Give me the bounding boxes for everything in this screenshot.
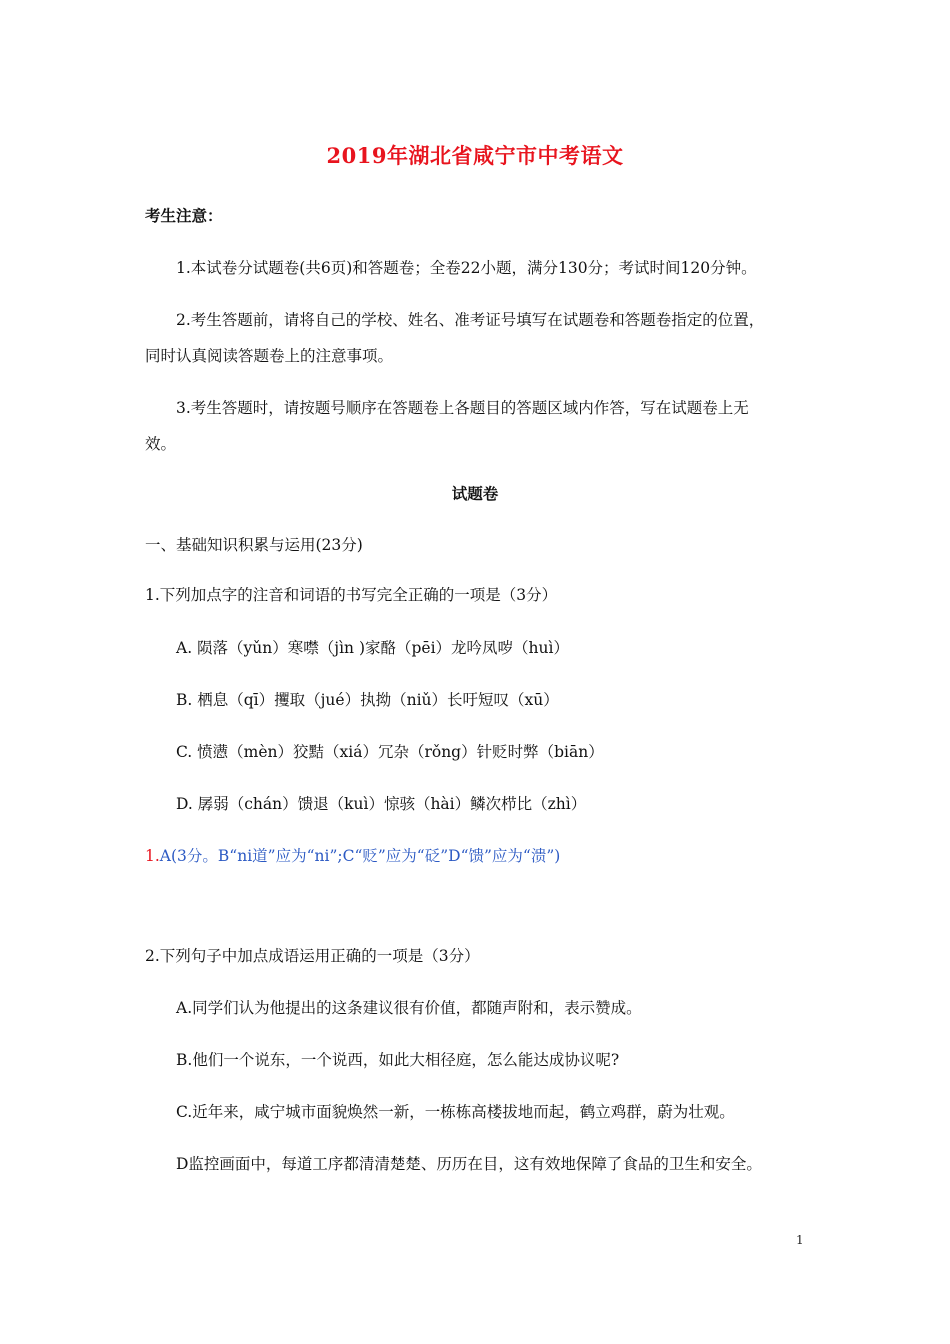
q1-option-c: C. 愤懑（mèn）狡黠（xiá）冗杂（rǒng）针贬时弊（biān） xyxy=(176,743,604,761)
q2-option-c: C.近年来，咸宁城市面貌焕然一新，一栋栋高楼拔地而起，鹤立鸡群，蔚为壮观。 xyxy=(176,1103,735,1121)
q1-answer-number: 1. xyxy=(145,847,160,865)
notice-item-2-cont: 同时认真阅读答题卷上的注意事项。 xyxy=(145,347,394,365)
q2-option-b: B.他们一个说东，一个说西，如此大相径庭，怎么能达成协议呢? xyxy=(176,1051,620,1069)
part1-heading: 一、基础知识积累与运用(23分) xyxy=(145,536,363,554)
notice-item-3: 3.考生答题时，请按题号顺序在答题卷上各题目的答题区域内作答，写在试题卷上无 xyxy=(176,399,749,417)
q2-option-a: A.同学们认为他提出的这条建议很有价值，都随声附和，表示赞成。 xyxy=(176,999,642,1017)
notice-item-1: 1.本试卷分试题卷(共6页)和答题卷；全卷22小题，满分130分；考试时间120分钟。 xyxy=(176,259,757,277)
document-title: 2019年湖北省咸宁市中考语文 xyxy=(326,143,624,168)
q1-option-d: D. 孱弱（chán）馈退（kuì）惊骇（hài）鳞次栉比（zhì） xyxy=(176,795,587,813)
q1-answer xyxy=(145,846,560,866)
q1-stem: 1.下列加点字的注音和词语的书写完全正确的一项是（3分） xyxy=(145,586,558,604)
q1-answer-text: A(3分。B“ni道”应为“ni”;C“贬”应为“砭”D“馈”应为“溃”) xyxy=(159,847,561,865)
q2-stem: 2.下列句子中加点成语运用正确的一项是（3分） xyxy=(145,947,480,965)
section-title: 试题卷 xyxy=(451,484,499,503)
page-number: 1 xyxy=(796,1233,804,1247)
notice-item-2: 2.考生答题前，请将自己的学校、姓名、准考证号填写在试题卷和答题卷指定的位置， xyxy=(176,311,765,329)
q1-option-a: A. 陨落（yǔn）寒噤（jìn )家酪（pēi）龙吟凤哕（huì） xyxy=(176,639,569,657)
q1-option-b: B. 栖息（qī）攫取（jué）执拗（niǔ）长吁短叹（xū） xyxy=(176,691,559,709)
notice-item-3-cont: 效。 xyxy=(145,435,177,453)
q2-option-d: D监控画面中，每道工序都清清楚楚、历历在目，这有效地保障了食品的卫生和安全。 xyxy=(176,1155,762,1173)
notice-heading: 考生注意： xyxy=(145,206,223,225)
